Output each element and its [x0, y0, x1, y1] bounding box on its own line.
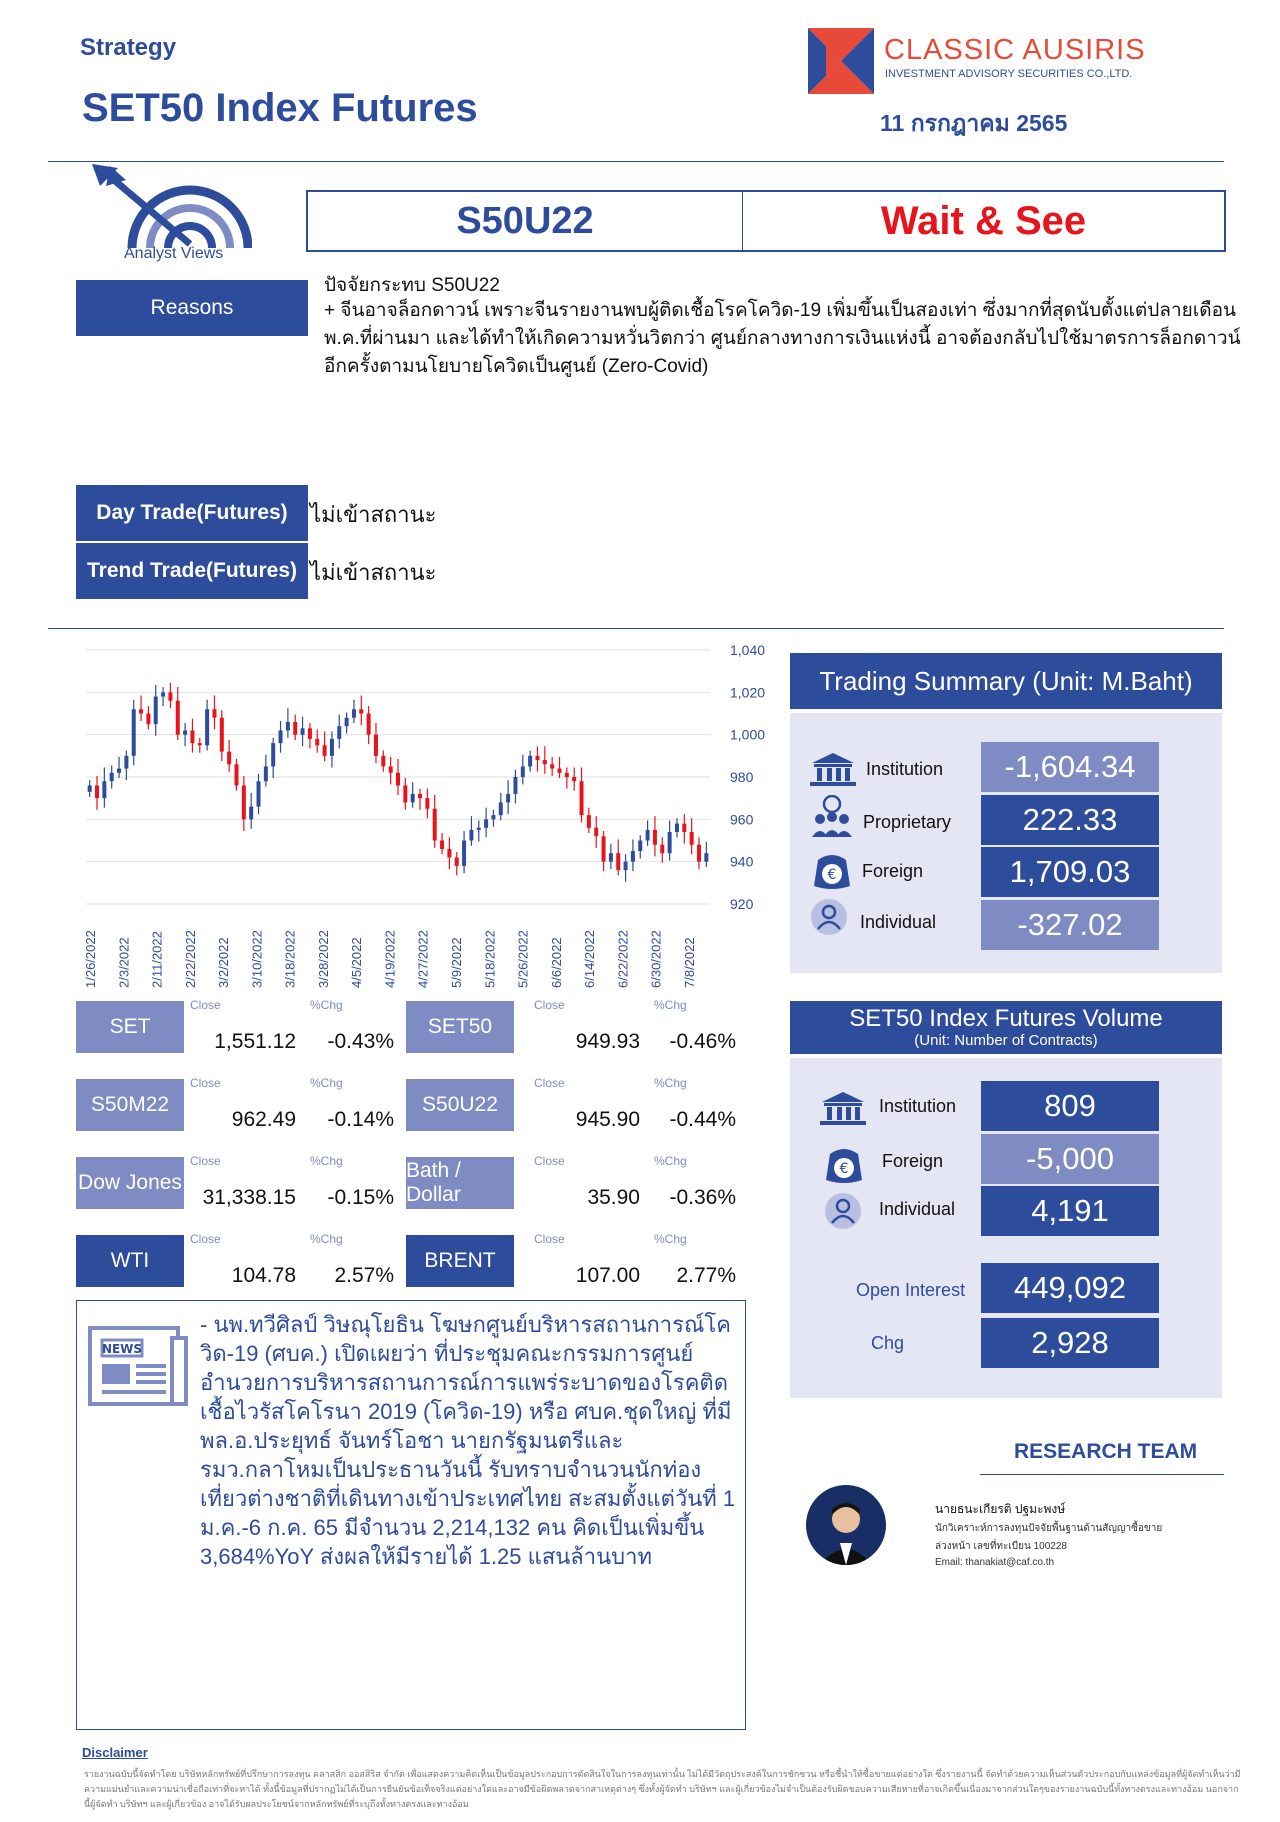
candle-body	[521, 766, 525, 777]
analyst-email: Email: thanakiat@caf.co.th	[935, 1557, 1055, 1568]
market-close-value: 35.90	[587, 1186, 640, 1209]
candle-body	[234, 764, 238, 785]
market-close-value: 104.78	[231, 1264, 296, 1287]
x-tick-label: 3/2/2022	[216, 937, 232, 988]
section-label: Strategy	[80, 34, 177, 61]
candle-body	[242, 785, 246, 819]
header-divider	[48, 161, 1224, 162]
volume-subtitle: (Unit: Number of Contracts)	[914, 1031, 1098, 1049]
candle-body	[161, 692, 165, 696]
candle-body	[675, 824, 679, 832]
foreign-icon	[810, 846, 854, 890]
svg-text:€: €	[839, 1161, 849, 1177]
candle-body	[506, 794, 510, 802]
page-title: SET50 Index Futures	[82, 86, 478, 130]
summary-label-individual: Individual	[860, 912, 937, 932]
market-close-value: 945.90	[575, 1108, 640, 1131]
volume-label-foreign: Foreign	[882, 1151, 944, 1171]
x-tick-label: 2/11/2022	[149, 931, 165, 988]
summary-value-institution: -1,604.34	[981, 742, 1159, 792]
candle-body	[425, 798, 429, 809]
x-tick-label: 4/19/2022	[382, 930, 398, 988]
volume-label-institution: Institution	[879, 1096, 957, 1116]
candle-body	[227, 752, 231, 765]
candle-body	[168, 692, 172, 700]
brand-subtitle: INVESTMENT ADVISORY SECURITIES CO.,LTD.	[885, 68, 1133, 80]
close-label: Close	[534, 1232, 565, 1246]
candle-body	[587, 815, 591, 828]
candle-body	[616, 853, 620, 870]
day-trade-label: Day Trade(Futures)	[76, 485, 308, 541]
research-divider	[980, 1474, 1224, 1475]
candle-body	[154, 697, 158, 725]
candle-body	[95, 785, 99, 798]
volume-individual-icon	[824, 1192, 862, 1230]
market-close-value: 962.49	[231, 1108, 296, 1131]
x-tick-label: 2/3/2022	[116, 937, 132, 988]
close-label: Close	[534, 1076, 565, 1090]
candle-body	[146, 714, 150, 725]
summary-value-proprietary: 222.33	[981, 795, 1159, 845]
individual-icon	[810, 898, 848, 936]
candle-body	[381, 756, 385, 767]
candle-body	[110, 773, 114, 781]
close-label: Close	[190, 1232, 221, 1246]
candle-body	[433, 809, 437, 841]
svg-text:€: €	[827, 867, 837, 883]
candle-body	[301, 728, 305, 734]
analyst-name: นายธนะเกียรติ ปฐมะพงษ์	[935, 1502, 1066, 1516]
x-tick-label: 4/27/2022	[415, 930, 431, 988]
market-chg-value: -0.44%	[669, 1108, 736, 1131]
chg-label: %Chg	[654, 1154, 687, 1168]
market-close-value: 107.00	[575, 1264, 640, 1287]
reasons-label: Reasons	[76, 280, 308, 336]
close-label: Close	[190, 998, 221, 1012]
x-tick-label: 6/6/2022	[548, 937, 564, 988]
x-tick-label: 2/22/2022	[182, 930, 198, 988]
candle-body	[528, 756, 532, 767]
x-tick-label: 5/18/2022	[482, 930, 498, 988]
reasons-heading: ปัจจัยกระทบ S50U22	[324, 275, 500, 296]
x-tick-label: 1/26/2022	[83, 930, 98, 988]
candle-body	[602, 836, 606, 861]
news-icon	[88, 1326, 190, 1408]
candle-body	[139, 709, 143, 713]
candle-body	[638, 841, 642, 852]
oi-change-label: Chg	[871, 1333, 905, 1353]
volume-title-box	[790, 1001, 1222, 1054]
candle-body	[477, 828, 481, 830]
disclaimer-title: Disclaimer	[82, 1745, 148, 1760]
candle-body	[609, 853, 613, 861]
x-tick-label: 5/26/2022	[515, 930, 531, 988]
candle-body	[264, 766, 268, 781]
volume-value-individual: 4,191	[981, 1186, 1159, 1236]
candle-body	[631, 851, 635, 862]
candle-body	[176, 701, 180, 735]
candle-body	[117, 769, 121, 773]
y-tick-label: 1,020	[730, 684, 766, 701]
candle-body	[535, 756, 539, 760]
candle-body	[198, 743, 202, 745]
close-label: Close	[534, 998, 565, 1012]
candle-body	[308, 728, 312, 739]
y-tick-label: 1,040	[730, 642, 766, 658]
x-tick-label: 3/28/2022	[315, 930, 331, 988]
volume-value-institution: 809	[981, 1081, 1159, 1131]
candle-body	[594, 828, 598, 836]
summary-value-foreign: 1,709.03	[981, 847, 1159, 897]
market-chg-value: -0.14%	[327, 1108, 394, 1131]
brand-name: CLASSIC AUSIRIS	[884, 34, 1146, 66]
oi-change-value: 2,928	[981, 1318, 1159, 1368]
volume-title: SET50 Index Futures Volume	[849, 1004, 1163, 1032]
candle-body	[257, 781, 261, 806]
candle-body	[212, 709, 216, 717]
x-tick-label: 4/5/2022	[349, 937, 365, 988]
candle-body	[102, 781, 106, 798]
recommendation-box	[306, 190, 1226, 252]
analyst-role: นักวิเคราะห์การลงทุนปัจจัยพื้นฐานด้านสัญญาซื้อขาย	[935, 1523, 1163, 1534]
market-name-set50: SET50	[406, 1001, 514, 1053]
x-tick-label: 5/9/2022	[449, 937, 465, 988]
analyst-views-label: Analyst Views	[124, 245, 224, 262]
close-label: Close	[190, 1076, 221, 1090]
candle-body	[580, 781, 584, 815]
candle-body	[550, 764, 554, 768]
candle-body	[293, 722, 297, 735]
market-chg-value: -0.15%	[327, 1186, 394, 1209]
candle-body	[374, 735, 378, 756]
proprietary-icon	[810, 795, 854, 839]
x-tick-label: 3/18/2022	[282, 930, 298, 988]
analyst-photo-icon	[806, 1485, 886, 1565]
market-chg-value: 2.77%	[676, 1264, 736, 1287]
candle-body	[345, 718, 349, 726]
candle-body	[499, 802, 503, 815]
candle-body	[359, 709, 363, 713]
target-arrow-icon	[92, 164, 252, 250]
y-tick-label: 980	[730, 769, 754, 785]
candle-body	[690, 832, 694, 845]
candle-body	[418, 794, 422, 798]
candle-body	[646, 830, 650, 841]
market-name-s50m22: S50M22	[76, 1079, 184, 1131]
chg-label: %Chg	[654, 1232, 687, 1246]
analyst-registration: ล่วงหน้า เลขที่ทะเบียน 100228	[935, 1541, 1067, 1552]
candle-body	[653, 830, 657, 845]
market-name-dow-jones: Dow Jones	[76, 1157, 184, 1209]
analyst-avatar	[806, 1485, 886, 1565]
news-icon-label: NEWS	[101, 1342, 143, 1356]
candle-body	[447, 849, 451, 857]
y-tick-label: 940	[730, 853, 754, 870]
candle-body	[624, 862, 628, 870]
disclaimer-text: รายงานฉบับนี้จัดทำโดย บริษัทหลักทรัพย์ที่ปรึกษาการลงทุน คลาสสิก ออสสิริส จำกัด เพื่อแสดงความคิดเห็นเป็นข้อมูลประกอบการตัดสินใจในการลงทุนเท่านั้น ไม่ได้มีวัตถุประสงค์ในการชักชวน หรือชี้นำให้ซื้อขายแต่อย่างใด ซึ่งรายงานนี้ จัดทำด้วยความเห็นส่วนตัวประกอบกับแหล่งข้อมูลที่ผู้จัดทำเห็นว่ามีความแม่นยำและความน่าเชื่อถือเท่าที่จะหาได้ ทั้งนี้ข้อมูลที่ปรากฏไม่ได้เป็นการยืนยันข้อเท็จจริงแต่อย่างใดและอาจมีข้อผิดพลาดจากสาเหตุต่างๆ ซึ่งทั้งผู้จัดทำ บริษัทฯ และผู้เกี่ยวข้องไม่จำเป็นต้องรับผิดชอบความเสียหายที่อาจเกิดขึ้นเนื่องมาจากส่วนใดๆของรายงานฉบับนี้ทั้งทางตรงและทางอ้อม นอกจากนี้ผู้จัดทำ บริษัทฯ และผู้เกี่ยวข้อง อาจได้รับผลประโยชน์จากหลักทรัพย์ที่ระบุถึงทั้งทางตรงและทางอ้อม	[84, 1769, 1241, 1809]
set50-candlestick-chart	[70, 640, 790, 990]
market-chg-value: -0.43%	[327, 1030, 394, 1053]
market-close-value: 1,551.12	[214, 1030, 296, 1053]
open-interest-value: 449,092	[981, 1263, 1159, 1313]
candle-body	[183, 730, 187, 734]
candle-body	[323, 745, 327, 756]
candle-body	[337, 726, 341, 739]
candle-body	[286, 722, 290, 730]
day-trade-value: ไม่เข้าสถานะ	[310, 502, 437, 527]
chg-label: %Chg	[310, 1154, 343, 1168]
trend-trade-value: ไม่เข้าสถานะ	[310, 560, 437, 585]
candle-body	[352, 709, 356, 717]
market-name-s50u22: S50U22	[406, 1079, 514, 1131]
candle-body	[249, 807, 253, 820]
volume-foreign-icon	[822, 1140, 866, 1184]
x-tick-label: 6/14/2022	[582, 930, 598, 988]
candle-body	[190, 730, 194, 743]
candle-body	[484, 819, 488, 827]
y-tick-label: 1,000	[730, 726, 766, 743]
x-tick-label: 3/10/2022	[249, 930, 265, 988]
trend-trade-label: Trend Trade(Futures)	[76, 543, 308, 599]
chg-label: %Chg	[654, 998, 687, 1012]
candle-body	[271, 743, 275, 766]
candle-body	[205, 709, 209, 745]
market-name-bath-dollar: Bath / Dollar	[406, 1157, 514, 1209]
volume-label-individual: Individual	[879, 1199, 956, 1219]
candle-body	[88, 785, 92, 791]
candle-body	[572, 777, 576, 781]
summary-label-proprietary: Proprietary	[863, 812, 952, 832]
candle-body	[440, 841, 444, 849]
open-interest-label: Open Interest	[856, 1280, 966, 1300]
candle-body	[315, 739, 319, 745]
candle-body	[565, 773, 569, 777]
reasons-text: + จีนอาจล็อกดาวน์ เพราะจีนรายงานพบผู้ติดเชื้อโรคโควิด-19 เพิ่มขึ้นเป็นสองเท่า ซึ่งมากที่สุดนับตั้งแต่ปลายเดือน พ.ค.ที่ผ่านมา และได้ทำให้เกิดความหวั่นวิตกว่า ศูนย์กลางทางการเงินแห่งนี้ อาจต้องกลับไปใช้มาตรการล็อกดาวน์อีกครั้งตามนโยบายโควิดเป็นศูนย์ (Zero-Covid)	[324, 300, 1241, 377]
recommendation-symbol: S50U22	[456, 200, 594, 242]
candle-body	[330, 739, 334, 756]
candle-body	[660, 845, 664, 853]
report-date: 11 กรกฎาคม 2565	[880, 110, 1068, 136]
candle-body	[455, 857, 459, 865]
research-team-title: RESEARCH TEAM	[1014, 1440, 1198, 1463]
market-chg-value: -0.36%	[669, 1186, 736, 1209]
summary-label-foreign: Foreign	[862, 861, 924, 881]
market-close-value: 31,338.15	[202, 1186, 296, 1209]
candle-body	[697, 845, 701, 862]
chg-label: %Chg	[654, 1076, 687, 1090]
close-label: Close	[190, 1154, 221, 1168]
close-label: Close	[534, 1154, 565, 1168]
candle-body	[558, 769, 562, 773]
volume-value-foreign: -5,000	[981, 1134, 1159, 1184]
candle-body	[491, 815, 495, 819]
chg-label: %Chg	[310, 998, 343, 1012]
market-chg-value: -0.46%	[669, 1030, 736, 1053]
x-tick-label: 7/8/2022	[681, 937, 697, 988]
x-tick-label: 6/22/2022	[615, 930, 631, 988]
news-text: - นพ.ทวีศิลป์ วิษณุโยธิน โฆษกศูนย์บริหารสถานการณ์โควิด-19 (ศบค.) เปิดเผยว่า ที่ประชุมคณะกรรมการศูนย์อำนวยการบริหารสถานการณ์การแพร่ระบาดของโรคติดเชื้อไวรัสโคโรนา 2019 (โควิด-19) หรือ ศบค.ชุดใหญ่ ที่มีพล.อ.ประยุทธ์ จันทร์โอชา นายกรัฐมนตรีและรมว.กลาโหมเป็นประธานวันนี้ รับทราบจำนวนนักท่องเที่ยวต่างชาติที่เดินทางเข้าประเทศไทย สะสมตั้งแต่วันที่ 1 ม.ค.-6 ก.ค. 65 มีจำนวน 2,214,132 คน คิดเป็นเพิ่มขึ้น 3,684%YoY ส่งผลให้มีรายได้ 1.25 แสนล้านบาท	[200, 1312, 736, 1569]
chg-label: %Chg	[310, 1232, 343, 1246]
recommendation-view: Wait & See	[880, 199, 1087, 243]
candle-body	[469, 830, 473, 841]
x-tick-label: 6/30/2022	[648, 930, 664, 988]
candle-body	[389, 766, 393, 772]
candle-body	[513, 777, 517, 794]
candle-body	[124, 756, 128, 769]
summary-label-institution: Institution	[866, 759, 944, 779]
market-name-wti: WTI	[76, 1235, 184, 1287]
chg-label: %Chg	[310, 1076, 343, 1090]
volume-institution-icon	[818, 1090, 868, 1126]
institution-icon	[808, 751, 858, 787]
candle-body	[682, 824, 686, 832]
candle-body	[462, 841, 466, 866]
brand-logo-icon	[808, 28, 874, 94]
market-chg-value: 2.57%	[334, 1264, 394, 1287]
y-tick-label: 920	[730, 896, 754, 912]
candle-body	[220, 718, 224, 752]
market-close-value: 949.93	[575, 1030, 640, 1053]
trading-summary-title: Trading Summary (Unit: M.Baht)	[790, 653, 1222, 709]
summary-value-individual: -327.02	[981, 900, 1159, 950]
candle-body	[403, 785, 407, 802]
candle-body	[411, 794, 415, 802]
mid-divider	[48, 628, 1224, 629]
market-name-brent: BRENT	[406, 1235, 514, 1287]
market-name-set: SET	[76, 1001, 184, 1053]
candle-body	[367, 714, 371, 735]
y-tick-label: 960	[730, 811, 754, 828]
candle-body	[396, 773, 400, 786]
candle-body	[279, 730, 283, 743]
candle-body	[668, 832, 672, 853]
candle-body	[543, 760, 547, 764]
candle-body	[132, 709, 136, 756]
candle-body	[704, 853, 708, 861]
